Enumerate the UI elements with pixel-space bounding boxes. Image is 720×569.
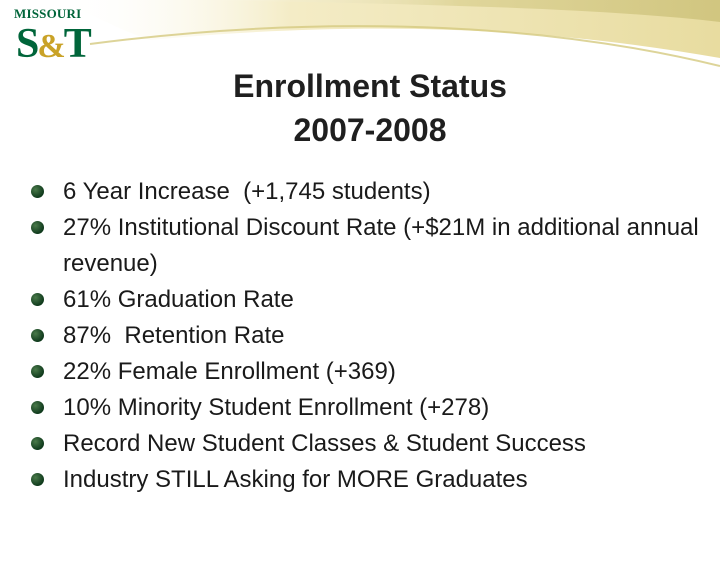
bullet-icon	[31, 329, 44, 342]
bullet-item	[28, 462, 708, 498]
logo-letter-s: S	[16, 21, 38, 67]
bullet-icon	[31, 473, 44, 486]
bullet-icon	[31, 221, 44, 234]
bullet-item	[28, 210, 708, 282]
bullet-item	[28, 282, 708, 318]
logo-monogram	[16, 20, 90, 71]
slide-title	[120, 64, 620, 152]
bullet-text: 6 Year Increase (+1,745 students)	[63, 178, 431, 205]
bullet-text: 10% Minority Student Enrollment (+278)	[63, 394, 490, 421]
bullet-text: 87% Retention Rate	[63, 322, 285, 349]
bullet-icon	[31, 401, 44, 414]
missouri-st-logo	[14, 6, 90, 74]
bullet-icon	[31, 365, 44, 378]
bullet-icon	[31, 437, 44, 450]
logo-wordmark: MISSOURI	[14, 6, 82, 21]
bullet-item	[28, 318, 708, 354]
bullet-text: 27% Institutional Discount Rate (+$21M in additional annual revenue)	[63, 214, 706, 277]
bullet-text: Industry STILL Asking for MORE Graduates	[63, 466, 528, 493]
slide-title-line-2: 2007-2008	[293, 112, 447, 148]
bullet-item	[28, 390, 708, 426]
bullet-text: 22% Female Enrollment (+369)	[63, 358, 396, 385]
logo-letter-t: T	[63, 21, 90, 67]
bullet-icon	[31, 185, 44, 198]
bullet-text: 61% Graduation Rate	[63, 286, 294, 313]
bullet-text: Record New Student Classes & Student Success	[63, 430, 586, 457]
bullet-item	[28, 174, 708, 210]
bullet-icon	[31, 293, 44, 306]
logo-ampersand: &	[37, 28, 64, 65]
bullet-list	[28, 174, 708, 498]
bullet-item	[28, 354, 708, 390]
slide-title-line-1: Enrollment Status	[233, 68, 507, 104]
bullet-item	[28, 426, 708, 462]
